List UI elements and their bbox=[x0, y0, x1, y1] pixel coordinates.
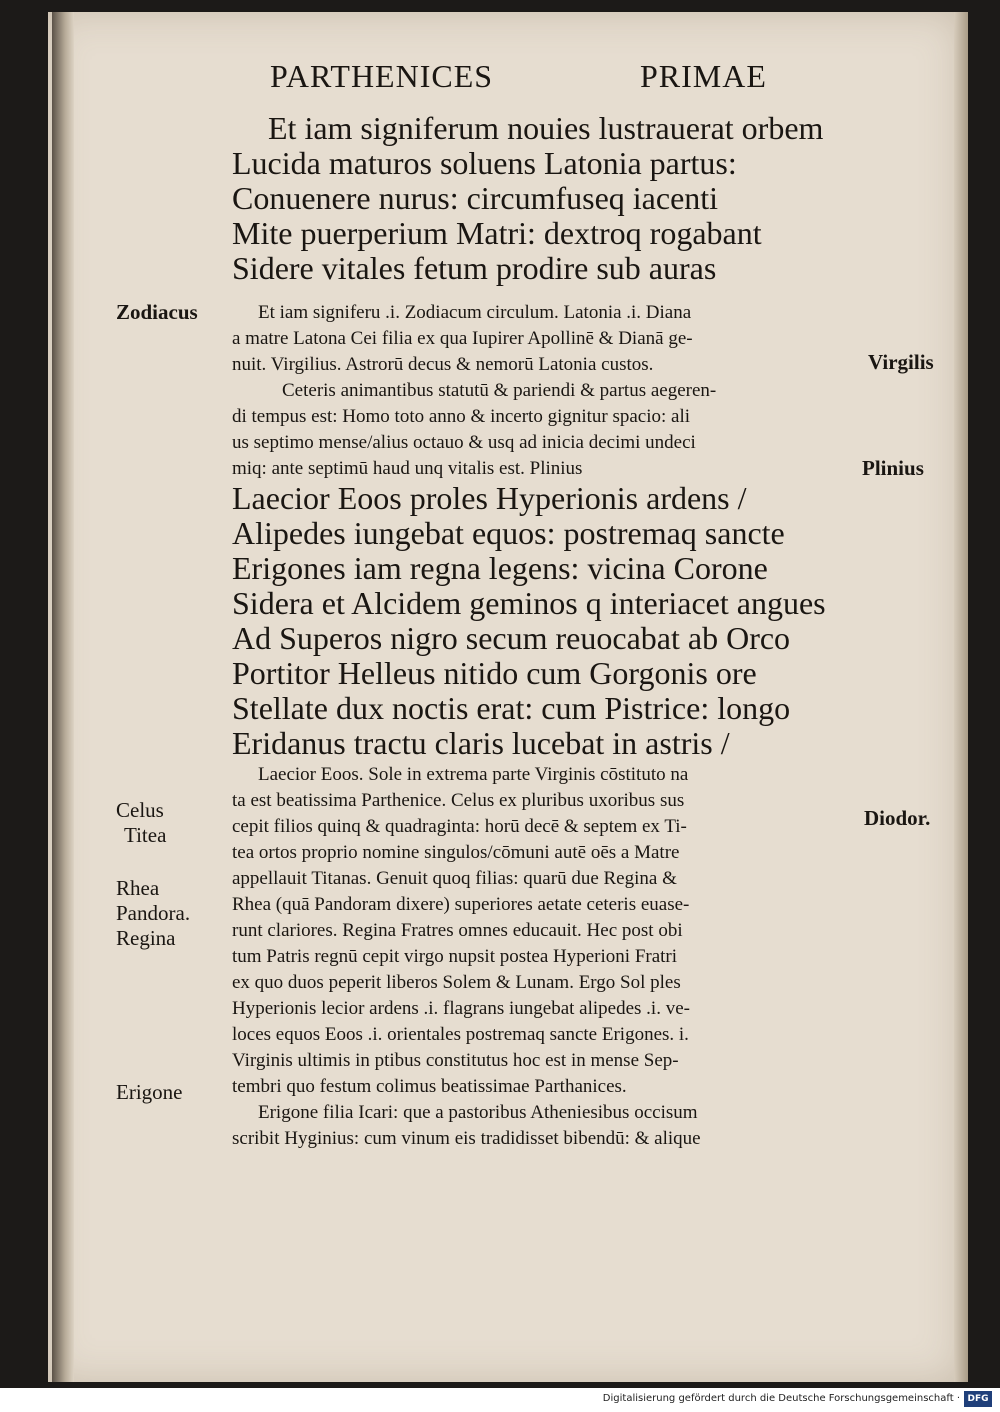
commentary-line: loces equos Eoos .i. orientales postremaq sancte Erigones. i. bbox=[232, 1024, 689, 1045]
margin-note-erigone-text: Erigone bbox=[116, 1080, 183, 1104]
commentary-line: Virginis ultimis in ptibus constitutus hoc est in mense Sep- bbox=[232, 1050, 679, 1071]
commentary-line: Laecior Eoos. Sole in extrema parte Virginis cōstituto na bbox=[258, 764, 689, 785]
verse-line: Portitor Helleus nitido cum Gorgonis ore bbox=[232, 655, 757, 691]
verse-line: Et iam signiferum nouies lustrauerat orbem bbox=[268, 110, 824, 146]
running-title-part2: PRIMAE bbox=[640, 58, 767, 94]
verse-line: Stellate dux noctis erat: cum Pistrice: longo bbox=[232, 690, 791, 726]
running-title bbox=[270, 58, 790, 95]
commentary-line: cepit filios quinq & quadraginta: horū decē & septem ex Ti- bbox=[232, 816, 687, 837]
commentary-line: tea ortos proprio nomine singulos/cōmuni autē oēs a Matre bbox=[232, 842, 680, 863]
commentary-line: Erigone filia Icari: que a pastoribus Atheniesibus occisum bbox=[258, 1102, 698, 1123]
margin-note-erigone bbox=[116, 1080, 182, 1105]
verse-line: Conuenere nurus: circumfuseq iacenti bbox=[232, 180, 719, 216]
verse-line: Erigones iam regna legens: vicina Corone bbox=[232, 550, 768, 586]
commentary-line: miq: ante septimū haud unq vitalis est. Plinius bbox=[232, 458, 583, 479]
commentary-line: nuit. Virgilius. Astrorū decus & nemorū Latonia custos. bbox=[232, 354, 654, 375]
margin-note-rhea: Rhea bbox=[116, 876, 160, 900]
commentary-line: Ceteris animantibus statutū & pariendi & partus aegeren- bbox=[282, 380, 717, 401]
footer-bar bbox=[0, 1388, 1000, 1412]
verse-line: Alipedes iungebat equos: postremaq sancte bbox=[232, 515, 785, 551]
verse-line: Sidere vitales fetum prodire sub auras bbox=[232, 250, 717, 286]
verse-line: Laecior Eoos proles Hyperionis ardens / bbox=[232, 480, 747, 516]
commentary-line: scribit Hyginius: cum vinum eis tradidisset bibendū: & alique bbox=[232, 1128, 701, 1149]
running-title-part1: PARTHENICES bbox=[270, 58, 494, 94]
margin-note-regina: Regina bbox=[116, 926, 176, 950]
verse-line: Sidera et Alcidem geminos q interiacet angues bbox=[232, 585, 826, 621]
verse-line: Eridanus tractu claris lucebat in astris / bbox=[232, 725, 730, 761]
margin-note-titea: Titea bbox=[124, 823, 167, 847]
commentary-line: di tempus est: Homo toto anno & incerto gignitur spacio: ali bbox=[232, 406, 691, 427]
commentary-line: Hyperionis lecior ardens .i. flagrans iungebat alipedes .i. ve- bbox=[232, 998, 690, 1019]
verse-line: Ad Superos nigro secum reuocabat ab Orco bbox=[232, 620, 791, 656]
margin-note-pandora: Pandora. bbox=[116, 901, 191, 925]
commentary-line: Rhea (quā Pandoram dixere) superiores aetate ceteris euase- bbox=[232, 894, 690, 915]
margin-note-rhea-group bbox=[116, 876, 190, 951]
commentary-line: ta est beatissima Parthenice. Celus ex pluribus uxoribus sus bbox=[232, 790, 685, 811]
commentary-line: appellauit Titanas. Genuit quoq filias: quarū due Regina & bbox=[232, 868, 677, 889]
verse-line: Mite puerperium Matri: dextroq rogabant bbox=[232, 215, 762, 251]
page-gutter bbox=[52, 12, 74, 1382]
commentary-line: tum Patris regnū cepit virgo nupsit postea Hyperioni Fratri bbox=[232, 946, 678, 967]
margin-note-plinius: Plinius bbox=[862, 456, 924, 480]
commentary-line: Et iam signiferu .i. Zodiacum circulum. Latonia .i. Diana bbox=[258, 302, 692, 323]
dfg-logo-icon: DFG bbox=[964, 1391, 992, 1407]
margin-note-celus-titea bbox=[116, 798, 166, 848]
commentary-line: tembri quo festum colimus beatissimae Parthanices. bbox=[232, 1076, 627, 1097]
commentary-line: us septimo mense/alius octauo & usq ad inicia decimi undeci bbox=[232, 432, 696, 453]
commentary-line: a matre Latona Cei filia ex qua Iupirer Apollinē & Dianā ge- bbox=[232, 328, 693, 349]
margin-note-celus: Celus bbox=[116, 798, 164, 822]
commentary-line: ex quo duos peperit liberos Solem & Lunam. Ergo Sol ples bbox=[232, 972, 681, 993]
verse-line: Lucida maturos soluens Latonia partus: bbox=[232, 145, 737, 181]
footer-credit: Digitalisierung gefördert durch die Deutsche Forschungsgemeinschaft · bbox=[602, 1393, 960, 1404]
margin-note-diodor: Diodor. bbox=[864, 806, 931, 830]
page-edge bbox=[954, 12, 968, 1382]
margin-note-virgilius: Virgilis bbox=[868, 350, 934, 374]
commentary-line: runt clariores. Regina Fratres omnes educauit. Hec post obi bbox=[232, 920, 683, 941]
margin-note-zodiacus: Zodiacus bbox=[116, 300, 198, 324]
